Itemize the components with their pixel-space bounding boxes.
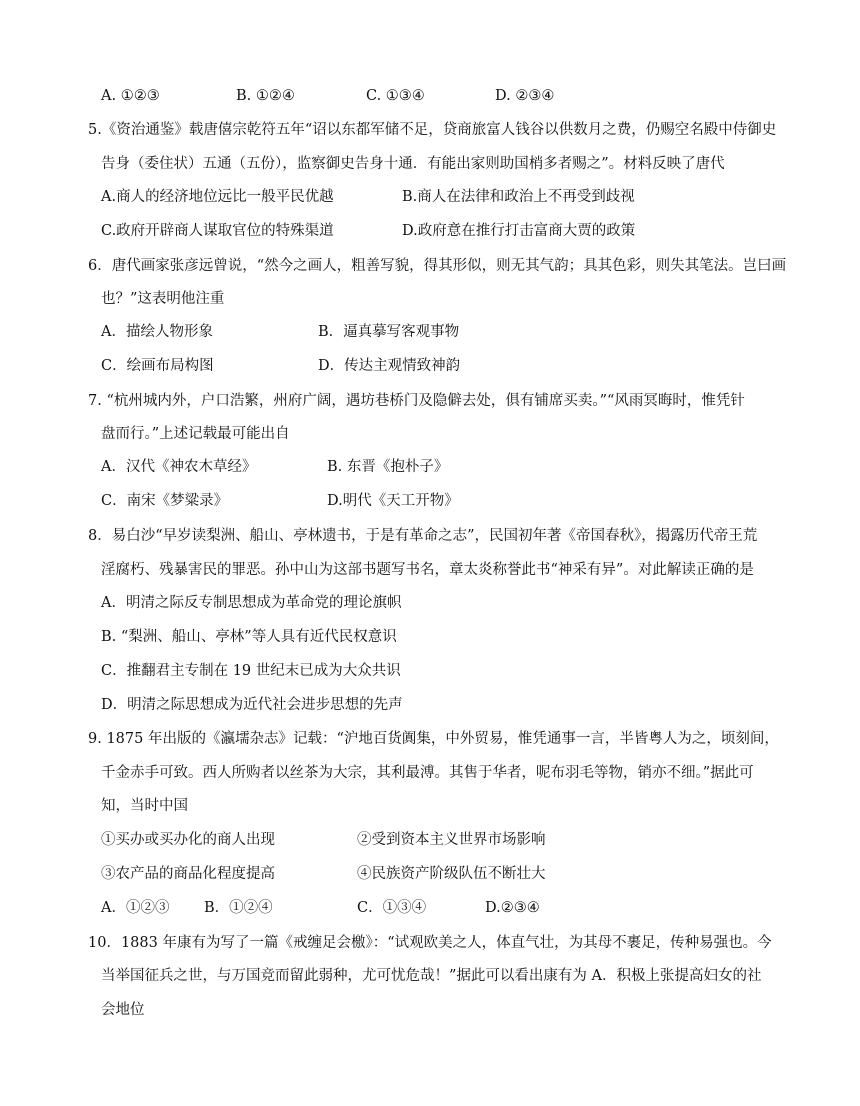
q6-option-b: B．逼真摹写客观事物 (318, 324, 460, 340)
q9-stem-line-2: 千金赤手可致。西人所购者以丝茶为大宗，其利最溥。其售于华者，呢布羽毛等物，销亦不细。”据此可 (101, 765, 754, 781)
q9-stem-line-1: 9. 1875 年出版的《瀛壖杂志》记载：“沪地百货阗集，中外贸易，惟凭通事一言，半皆粤人为之，顷刻间， (88, 731, 779, 747)
q6-option-d: D．传达主观情致神韵 (318, 358, 461, 374)
prev-option-a: A. ①②③ (101, 88, 160, 104)
q8-stem-line-2: 淫腐朽、残暴害民的罪恶。孙中山为这部书题写书名，章太炎称誉此书“神采有异”。对此解读正确的是 (101, 562, 754, 578)
q5-stem-line-1: 5.《资治通鉴》载唐僖宗乾符五年“诏以东都军储不足，贷商旅富人钱谷以供数月之费，仍赐空名殿中侍御史 (88, 122, 777, 138)
prev-option-b: B. ①②④ (236, 88, 295, 104)
q6-option-c: C．绘画布局构图 (101, 358, 214, 374)
q7-option-b: B. 东晋《抱朴子》 (327, 459, 449, 475)
q7-stem-line-1: 7. “杭州城内外，户口浩繁，州府广阔，遇坊巷桥门及隐僻去处，俱有铺席买卖。”“风雨冥晦时，惟凭针 (88, 393, 745, 409)
q5-option-b: B.商人在法律和政治上不再受到歧视 (402, 189, 635, 205)
q7-option-c: C．南宋《梦粱录》 (101, 493, 229, 509)
q7-option-a: A．汉代《神农木草经》 (101, 459, 257, 475)
q6-option-a: A．描绘人物形象 (101, 324, 213, 340)
q8-option-a: A．明清之际反专制思想成为革命党的理论旗帜 (101, 595, 402, 611)
q10-stem-line-3: 会地位 (101, 1002, 145, 1018)
q5-option-c: C.政府开辟商人谋取官位的特殊渠道 (101, 223, 334, 239)
q5-option-a: A.商人的经济地位远比一般平民优越 (101, 189, 334, 205)
prev-option-c: C. ①③④ (366, 88, 425, 104)
q9-option-a: A．①②③ (101, 900, 170, 916)
prev-option-d: D. ②③④ (495, 88, 555, 104)
q5-stem-line-2: 告身（委住状）五通（五份），监察御史告身十通．有能出家则助国梢多者赐之”。材料反映了唐代 (101, 156, 725, 172)
q5-option-d: D.政府意在推行打击富商大贾的政策 (402, 223, 636, 239)
q9-item-3: ③农产品的商品化程度提高 (101, 866, 275, 882)
q8-stem-line-1: 8．易白沙“早岁读梨洲、船山、亭林遗书，于是有革命之志”，民国初年著《帝国春秋》，揭露历代帝王荒 (88, 528, 758, 544)
q10-stem-line-1: 10．1883 年康有为写了一篇《戒缠足会檄》：“试观欧美之人，体直气壮，为其母不裹足，传种易强也。今 (88, 935, 772, 951)
q9-stem-line-3: 知，当时中国 (101, 798, 188, 814)
q9-item-4: ④民族资产阶级队伍不断壮大 (357, 866, 546, 882)
q9-option-c: C．①③④ (357, 900, 427, 916)
q8-option-d: D．明清之际思想成为近代社会进步思想的先声 (101, 697, 403, 713)
q9-option-b: B．①②④ (204, 900, 273, 916)
q6-stem-line-1: 6．唐代画家张彦远曾说，“然今之画人，粗善写貌，得其形似，则无其气韵；具其色彩，则失其笔法。岂曰画 (88, 258, 787, 274)
q9-item-1: ①买办或买办化的商人出现 (101, 832, 275, 848)
q9-item-2: ②受到资本主义世界市场影响 (357, 832, 546, 848)
q9-option-d: D.②③④ (485, 900, 540, 916)
q8-option-b: B. “梨洲、船山、亭林”等人具有近代民权意识 (101, 629, 397, 645)
q7-option-d: D.明代《天工开物》 (327, 493, 459, 509)
q8-option-c: C．推翻君主专制在 19 世纪末已成为大众共识 (101, 663, 401, 679)
q6-stem-line-2: 也？”这表明他注重 (101, 291, 225, 307)
q7-stem-line-2: 盘而行。”上述记载最可能出自 (101, 426, 290, 442)
q10-stem-line-2: 当举国征兵之世，与万国竞而留此弱种，尤可忧危哉！”据此可以看出康有为 A．积极上张提高妇女的社 (101, 968, 762, 984)
